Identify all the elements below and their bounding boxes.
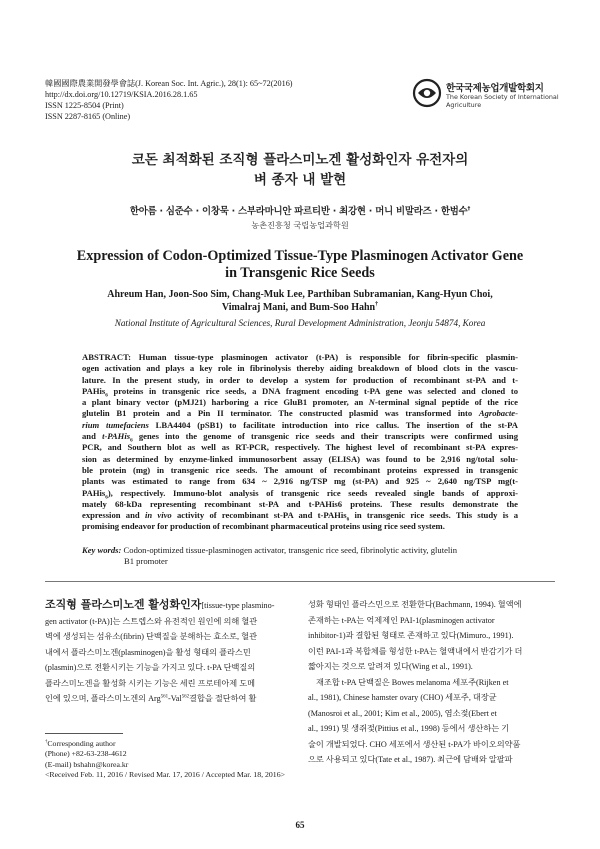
english-authors: Ahreum Han, Joon-Soo Sim, Chang-Muk Lee, Parthiban Subramanian, Kang-Hyun Choi, Vimalraj Mani, and Bum-Soo Hahn† [107,289,493,313]
abstract: ABSTRACT: Human tissue-type plasminogen activator (t-PA) is responsible for fibrin-specific plasmin- ogen activation and plays a key role in fibrinolysis thereby aiding breakdown of blood clots in the vascu- lature. In the present study, in order to develop a system for production of recombinant st-PA and t- PAHis$_6$ proteins in transgenic rice seeds, a DNA fragment encoding t-PA gene was selected and cloned to a plant binary vector (pMJ21) harboring a rice GluB1 promoter, an N-terminal signal peptide of the rice glutelin B1 protein and a Pin II terminator. The constructed plasmid was transformed into Agrobacte- rium tumefaciens LBA4404 (pSB1) to facilitate introduction into rice callus. The insertion of the st-PA and t-PAHis$_6$ genes into the genome of transgenic rice seeds and their transcripts were confirmed using PCR, and Southern blot as well as RT-PCR, respectively. The highest level of recombinant st-PA expres- sion as determined by enzyme-linked immunosorbent assay (ELISA) was found to be 2,916 ng/total solu- ble protein (mg) in transgenic rice seeds. The amount of recombinant proteins expressed in transgenic plants was estimated to range from 634 ~ 2,916 ng/TSP mg (st-PA) and 925 ~ 2,640 ng/TSP mg(t- PAHis$_6$), respectively. Immuno-blot analysis of transgenic rice seeds revealed single bands of approxi- mately 68-kDa representing recombinant st-PA and t-PAHis6 proteins. These results demonstrate the expression and in vivo activity of recombinant st-PA and t-PAHis$_6$ in transgenic rice seeds. This study is a promising endeavor for production of recombinant pharmaceutical proteins using rice seed system. [82,352,518,532]
society-name-english: The Korean Society of International Agriculture [446,93,559,109]
korean-title: 코돈 최적화된 조직형 플라스미노겐 활성화인자 유전자의 벼 종자 내 발현 [131,152,469,188]
abstract-label: ABSTRACT: [82,352,132,362]
section-divider [45,581,555,582]
body-right-column: 성화 형태인 플라스민으로 전환한다(Bachmann, 1994). 혈액에 존재하는 t-PA는 억제제인 PAI-1(plasminogen activator inhibitor-1)과 결합된 형태로 존재하고 있다(Mimuro., 1991). 이런 PAI-1과 복합체를 형성한 t-PA는 혈액내에서 반감기가 더 짧아지는 것으로 알려져 있다(Wing et al., 1991). 재조합 t-PA 단백질은 Bowes melanoma 세포주(Rijken et al., 1981), Chinese hamster ovary (CHO) 세포주, 대장균 (Manosroi et al., 2001; Kim et al., 2005), 염소젖(Ebert et al., 1991) 및 생쥐젖(Pittius et al., 1998) 등에서 생산하는 기 술이 개발되었다. CHO 세포에서 생산된 t-PA가 바이오의약품 으로 사용되고 있다(Tate et al., 1987). 최근에 담배와 알팔파 [308,600,523,764]
journal-info [45,78,293,122]
english-title: Expression of Codon-Optimized Tissue-Type Plasminogen Activator Gene in Transgenic Rice Seeds [76,248,524,281]
corresponding-mark: † [375,301,379,308]
issn-online: ISSN 2287-8165 (Online) [45,112,131,121]
korean-affiliation: 농촌진흥청 국립농업과학원 [251,220,349,230]
issn-print: ISSN 1225-8504 (Print) [45,101,124,110]
corresponding-mark: † [467,205,471,212]
society-emblem-icon [412,78,442,108]
society-name-korean: 한국국제농업개발학회지 [446,83,544,94]
page-number: 65 [295,820,305,830]
journal-citation: 韓國國際農業開發學會誌(J. Korean Soc. Int. Agric.), 28(1): 65~72(2016) [45,79,293,88]
footnote-rule [45,733,123,734]
keywords: Key words: Codon-optimized tissue-plasminogen activator, transgenic rice seed, fibrinolytic activity, glutelin B1 promoter [82,545,457,567]
footnote-dates: <Received Feb. 11, 2016 / Revised Mar. 17, 2016 / Accepted Mar. 18, 2016> [45,770,285,780]
english-affiliation: National Institute of Agricultural Sciences, Rural Development Administration, Jeonju 54874, Korea [114,318,486,328]
society-logo [412,78,562,114]
footnote-phone: (Phone) +82-63-238-4612 [45,749,127,759]
doi-link[interactable]: http://dx.doi.org/10.12719/KSIA.2016.28.1.65 [45,90,198,99]
keywords-label: Key words: [82,545,122,555]
korean-authors: 한아름 · 심준수 · 이창묵 · 스부라마니안 파르티반 · 최강현 · 머니 비말라즈 · 한범수† [129,205,471,217]
footnote-email[interactable]: (E-mail) bshahn@korea.kr [45,759,129,769]
corresponding-mark: † [45,739,48,745]
intro-heading: 조직형 플라스미노겐 활성화인자 [45,598,202,611]
body-left-column: 조직형 플라스미노겐 활성화인자[tissue-type plasmino- gen activator (t-PA)]는 스트렙스와 유전적인 원인에 의해 혈관 벽에 생성되는 섬유소(fibrin) 단백질을 분해하는 효소로, 혈관 내에서 플라스미노겐(plasminogen)을 활성 형태의 플라스민 (plasmin)으로 전환시키는 기능을 가지고 있다. t-PA 단백질의 플라스미노겐을 활성화 시키는 기능은 세린 프로테아제 도메 인에 있으며, 플라스미노겐의 Arg$^{561}$-Val$^{562}$결합을 절단하여 활 [45,598,275,703]
footnote: †Corresponding author (Phone) +82-63-238-4612 (E-mail) bshahn@korea.kr <Received Feb. 11, 2016 / Revised Mar. 17, 2016 / Accepted Mar. 18, 2016> [45,739,305,781]
